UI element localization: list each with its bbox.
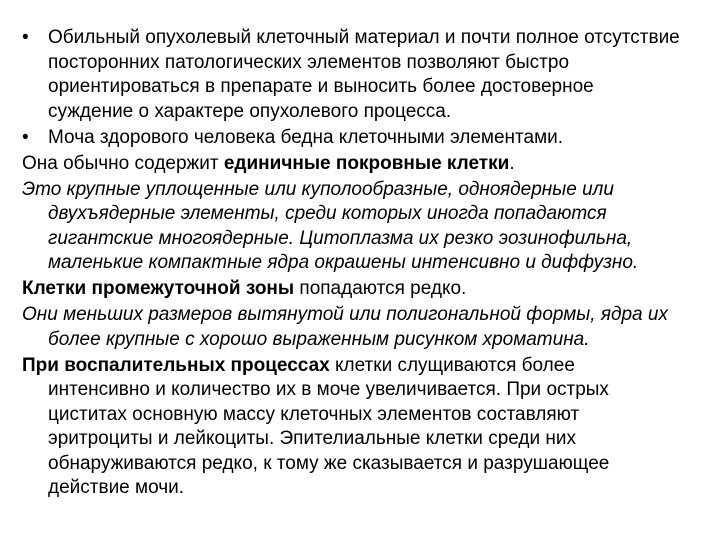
paragraph-single-cells xyxy=(22,152,680,177)
paragraph-inflammatory xyxy=(22,354,680,501)
bullet-paragraph-healthy-urine xyxy=(22,126,680,151)
paragraph-text: Это крупные уплощенные или куполообразные, одноядерные или двухъядерные элементы, среди которых иногда попадаются гигантские многоядерные. Цитоплазма их резко эозинофильна, маленькие компактные ядра окрашены интенсивно и диффузно. xyxy=(22,178,639,273)
paragraph-intermediate-zone xyxy=(22,277,680,302)
paragraph-text: Они меньших размеров вытянутой или полигональной формы, ядра их более крупные с хорошо выраженным рисунком хроматина. xyxy=(22,304,668,350)
bullet-icon: • xyxy=(22,27,29,48)
bold-term: При воспалительных процессах xyxy=(22,354,330,376)
paragraph-smaller-cells xyxy=(22,303,680,352)
bullet-paragraph-tumor-material xyxy=(22,26,680,124)
bold-term: Клетки промежуточной зоны xyxy=(22,278,295,299)
paragraph-text: Моча здорового человека бедна клеточными элементами. xyxy=(48,126,564,148)
paragraph-text: попадаются редко. xyxy=(294,278,467,299)
paragraph-text: . xyxy=(509,152,515,174)
bold-term: единичные покровные клетки xyxy=(223,152,510,174)
paragraph-text: Обильный опухолевый клеточный материал и почти полное отсутствие посторонних патологических элементов позволяют быстро ориентироваться в препарате и выносить более достоверное суждение о характере опухолевого процесса. xyxy=(48,27,680,122)
paragraph-text: Она обычно содержит xyxy=(22,152,224,174)
bullet-icon: • xyxy=(22,126,29,148)
paragraph-text: клетки слущиваются более интенсивно и количество их в моче увеличивается. При острых циститах основную массу клеточных элементов составляют эритроциты и лейкоциты. Эпителиальные клетки среди них обнаруживаются редко, к тому же сказывается и разрушающее действие мочи. xyxy=(48,354,610,498)
paragraph-cell-description xyxy=(22,178,680,276)
